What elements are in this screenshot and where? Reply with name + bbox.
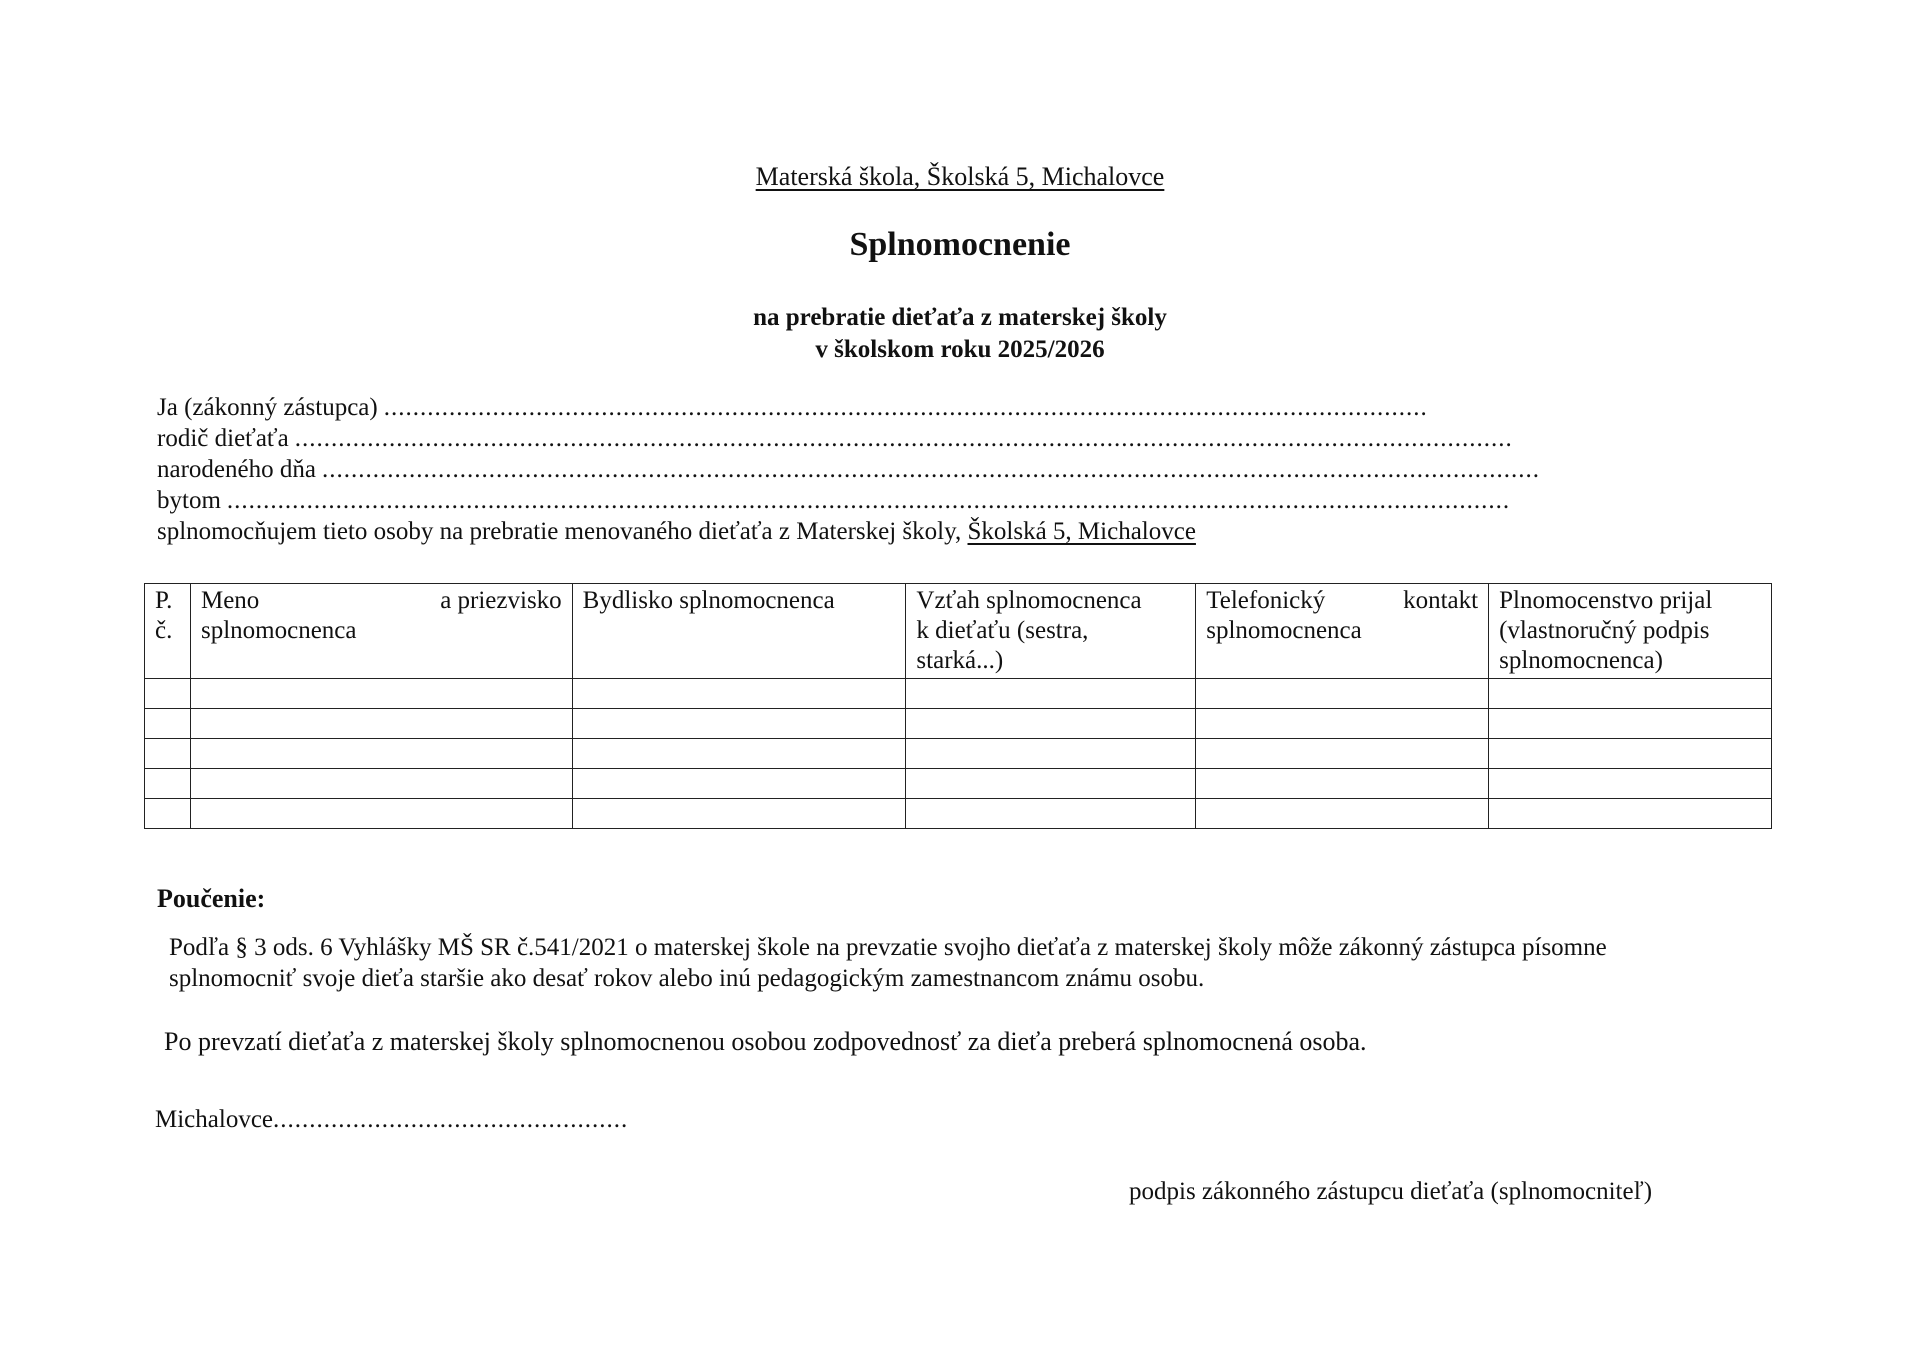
- table-cell[interactable]: [572, 709, 906, 739]
- table-cell[interactable]: [190, 709, 572, 739]
- document-title: Splnomocnenie: [849, 226, 1071, 263]
- table-cell[interactable]: [1489, 679, 1772, 709]
- table-cell[interactable]: [906, 769, 1196, 799]
- table-row: [145, 679, 1772, 709]
- table-cell[interactable]: [190, 739, 572, 769]
- table-cell[interactable]: [1196, 739, 1489, 769]
- table-cell[interactable]: [1489, 739, 1772, 769]
- table-cell[interactable]: [1196, 799, 1489, 829]
- table-cell[interactable]: [190, 769, 572, 799]
- table-cell[interactable]: [190, 799, 572, 829]
- header-relation: Vzťah splnomocnenca k dieťaťu (sestra, starká...): [906, 584, 1196, 679]
- header-name: Meno a priezvisko splnomocnenca: [190, 584, 572, 679]
- table-row: [145, 769, 1772, 799]
- authorization-statement: [157, 516, 1196, 547]
- table-cell[interactable]: [572, 739, 906, 769]
- field-parent-of: [157, 423, 1513, 454]
- field-label: bytom: [157, 487, 221, 514]
- subtitle-line-1: na prebratie dieťaťa z materskej školy: [753, 304, 1167, 331]
- table-cell[interactable]: [906, 799, 1196, 829]
- table-cell[interactable]: [1196, 679, 1489, 709]
- table-cell[interactable]: [145, 709, 191, 739]
- table-cell[interactable]: [1196, 769, 1489, 799]
- table-cell[interactable]: [572, 799, 906, 829]
- header-address: Bydlisko splnomocnenca: [572, 584, 906, 679]
- field-dots[interactable]: ................................................................................................................................................: [383, 394, 1428, 421]
- field-dots[interactable]: .................................................................................................................................................................................: [226, 487, 1511, 514]
- table-cell[interactable]: [906, 709, 1196, 739]
- table-cell[interactable]: [1196, 709, 1489, 739]
- notice-paragraph-2: Po prevzatí dieťaťa z materskej školy splnomocnenou osobou zodpovednosť za dieťa preberá splnomocnená osoba.: [164, 1027, 1367, 1056]
- table-cell[interactable]: [145, 739, 191, 769]
- table-cell[interactable]: [145, 799, 191, 829]
- notice-heading: Poučenie:: [157, 884, 266, 913]
- statement-text: splnomocňujem tieto osoby na prebratie menovaného dieťaťa z Materskej školy,: [157, 518, 962, 545]
- field-label: rodič dieťaťa: [157, 425, 289, 452]
- guardian-signature-label: podpis zákonného zástupcu dieťaťa (splnomocniteľ): [1129, 1178, 1653, 1205]
- field-dots[interactable]: ........................................................................................................................................................................: [294, 425, 1513, 452]
- header-received: Plnomocenstvo prijal (vlastnoručný podpis splnomocnenca): [1489, 584, 1772, 679]
- table-cell[interactable]: [1489, 769, 1772, 799]
- table-cell[interactable]: [906, 679, 1196, 709]
- table-cell[interactable]: [572, 769, 906, 799]
- table-cell[interactable]: [906, 739, 1196, 769]
- table-row: [145, 739, 1772, 769]
- table-body: [145, 679, 1772, 829]
- statement-school-address: Školská 5, Michalovce: [967, 518, 1196, 545]
- table-cell[interactable]: [145, 679, 191, 709]
- authorized-persons-table: [144, 583, 1772, 829]
- document-subtitle: [0, 302, 1920, 366]
- place-date-field: [155, 1106, 628, 1134]
- table-cell[interactable]: [1489, 709, 1772, 739]
- field-label: narodeného dňa: [157, 456, 316, 483]
- field-label: Ja (zákonný zástupca): [157, 394, 378, 421]
- place-label: Michalovce: [155, 1106, 274, 1133]
- subtitle-line-2: v školskom roku 2025/2026: [815, 336, 1105, 363]
- notice-paragraph-1: Podľa § 3 ods. 6 Vyhlášky MŠ SR č.541/2021 o materskej škole na prevzatie svojho dieťaťa z materskej školy môže zákonný zástupca písomne splnomocniť svoje dieťa staršie ako desať rokov alebo inú pedagogickým zamestnancom známu osobu.: [169, 934, 1607, 992]
- table-cell[interactable]: [190, 679, 572, 709]
- table-cell[interactable]: [1489, 799, 1772, 829]
- table-cell[interactable]: [572, 679, 906, 709]
- table-cell[interactable]: [145, 769, 191, 799]
- field-dots[interactable]: ........................................................................................................................................................................: [321, 456, 1540, 483]
- header-number: P. č.: [145, 584, 191, 679]
- table-row: [145, 709, 1772, 739]
- place-dots[interactable]: .................................................: [273, 1106, 629, 1133]
- header-phone: Telefonický kontakt splnomocnenca: [1196, 584, 1489, 679]
- field-residence: [157, 485, 1511, 516]
- field-guardian: [157, 392, 1428, 423]
- table-header-row: [145, 584, 1772, 679]
- school-name: Materská škola, Školská 5, Michalovce: [755, 162, 1165, 191]
- guardian-fields: [157, 392, 1540, 547]
- field-birth-date: [157, 454, 1540, 485]
- table-row: [145, 799, 1772, 829]
